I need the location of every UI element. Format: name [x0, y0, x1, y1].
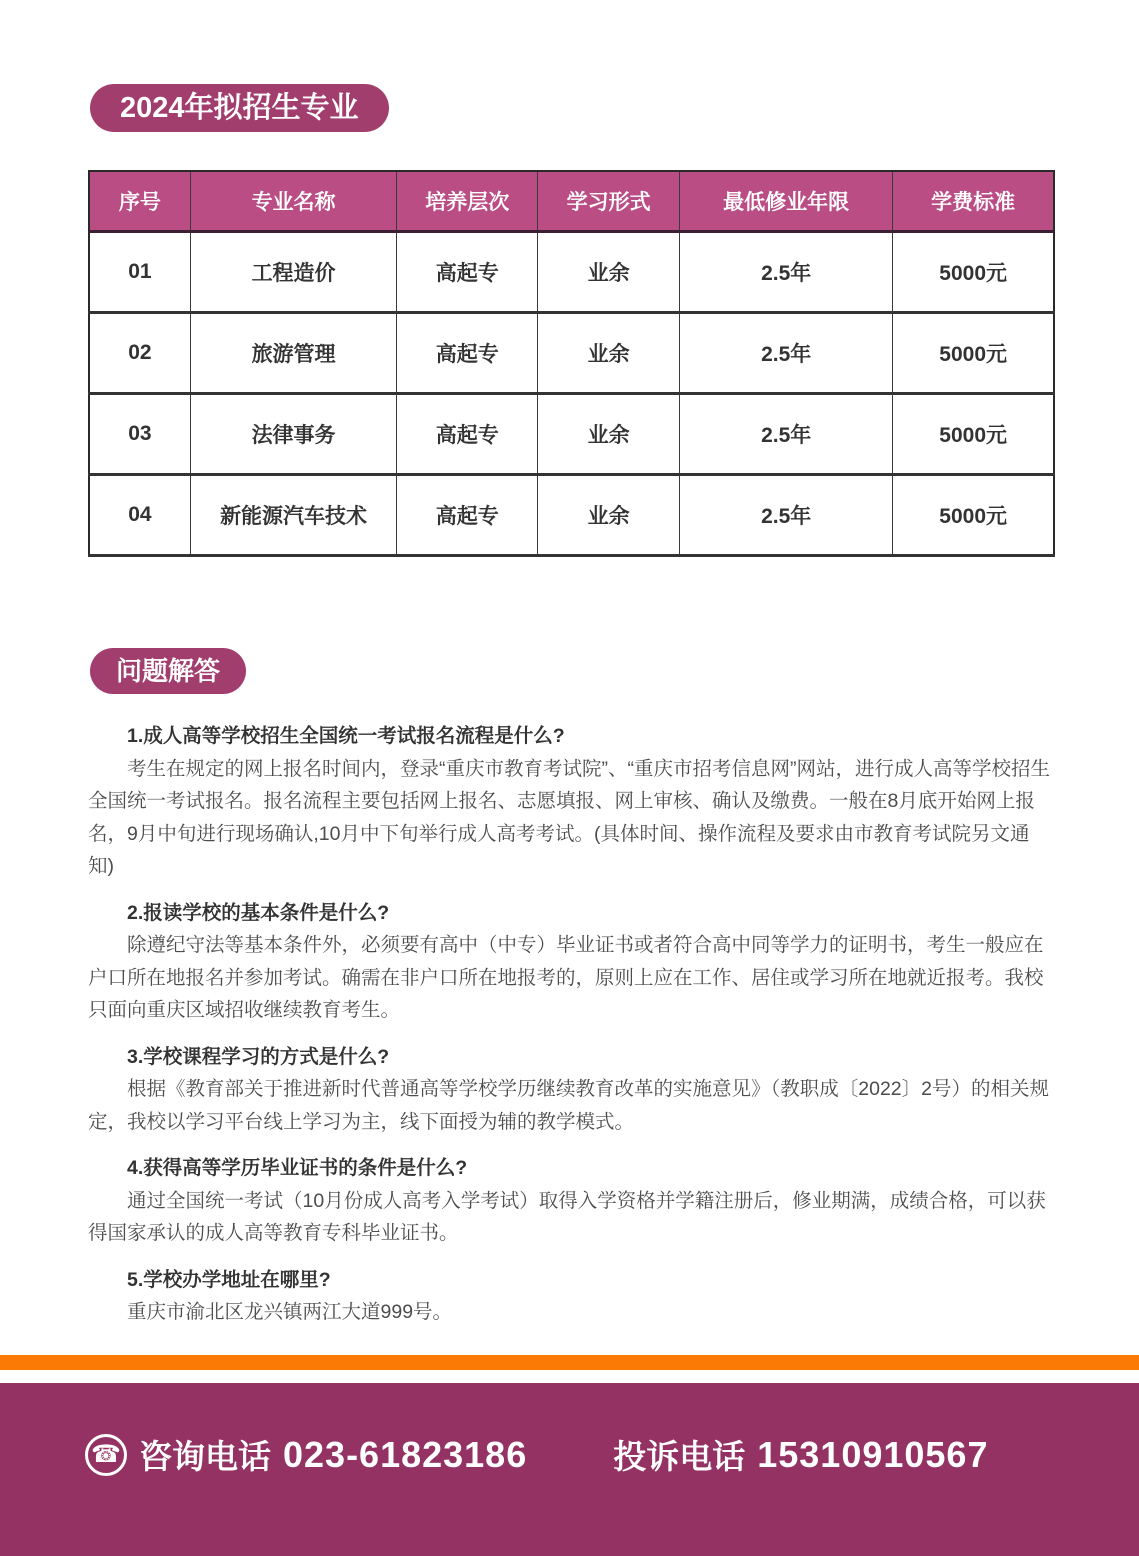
cell-yrs: 2.5年	[680, 474, 893, 555]
header-cell-name: 专业名称	[190, 171, 397, 231]
table-header-row	[89, 171, 1054, 231]
qa-item	[88, 1152, 1053, 1250]
qa-answer: 考生在规定的网上报名时间内，登录“重庆市教育考试院”、“重庆市招考信息网”网站，进行成人高等学校招生全国统一考试报名。报名流程主要包括网上报名、志愿填报、网上审核、确认及缴费。一般在8月底开始网上报名，9月中旬进行现场确认,10月中下旬举行成人高考考试。(具体时间、操作流程及要求由市教育考试院另文通知)	[88, 757, 1050, 877]
cell-name: 工程造价	[190, 231, 397, 312]
qa-answer: 重庆市渝北区龙兴镇两江大道999号。	[127, 1301, 453, 1323]
table-row	[89, 393, 1054, 474]
header-cell-no: 序号	[89, 171, 190, 231]
consult-phone-number: 023-61823186	[283, 1433, 528, 1475]
majors-section-title: 2024年拟招生专业	[90, 84, 389, 132]
cell-no: 02	[89, 312, 190, 393]
cell-yrs: 2.5年	[680, 393, 893, 474]
cell-form: 业余	[538, 312, 680, 393]
header-cell-form: 学习形式	[538, 171, 680, 231]
header-cell-lvl: 培养层次	[397, 171, 538, 231]
table-row	[89, 312, 1054, 393]
table-row	[89, 231, 1054, 312]
complaint-phone-label: 投诉电话	[613, 1438, 746, 1475]
cell-fee: 5000元	[893, 393, 1054, 474]
divider-stripe	[0, 1355, 1139, 1370]
cell-yrs: 2.5年	[680, 231, 893, 312]
cell-yrs: 2.5年	[680, 312, 893, 393]
header-cell-yrs: 最低修业年限	[680, 171, 893, 231]
qa-item	[88, 720, 1053, 883]
table-row	[89, 474, 1054, 555]
cell-fee: 5000元	[893, 474, 1054, 555]
cell-lvl: 高起专	[397, 393, 538, 474]
qa-question: 3.学校课程学习的方式是什么?	[127, 1045, 390, 1068]
qa-answer: 通过全国统一考试（10月份成人高考入学考试）取得入学资格并学籍注册后，修业期满，成绩合格，可以获得国家承认的成人高等教育专科毕业证书。	[88, 1189, 1046, 1244]
qa-item	[88, 1041, 1053, 1139]
qa-item	[88, 897, 1053, 1027]
qa-section-title: 问题解答	[90, 648, 246, 694]
cell-name: 旅游管理	[190, 312, 397, 393]
qa-answer: 除遵纪守法等基本条件外，必须要有高中（中专）毕业证书或者符合高中同等学力的证明书，考生一般应在户口所在地报名并参加考试。确需在非户口所在地报考的，原则上应在工作、居住或学习所在地就近报考。我校只面向重庆区域招收继续教育考生。	[88, 934, 1044, 1021]
cell-name: 新能源汽车技术	[190, 474, 397, 555]
cell-lvl: 高起专	[397, 474, 538, 555]
consult-phone-label: 咨询电话	[139, 1438, 271, 1475]
qa-question: 2.报读学校的基本条件是什么?	[127, 901, 390, 924]
qa-question: 1.成人高等学校招生全国统一考试报名流程是什么?	[127, 725, 565, 747]
qa-question: 4.获得高等学历毕业证书的条件是什么?	[127, 1157, 468, 1179]
cell-lvl: 高起专	[397, 231, 538, 312]
cell-form: 业余	[538, 474, 680, 555]
footer-contacts	[85, 1431, 988, 1478]
cell-fee: 5000元	[893, 312, 1054, 393]
cell-no: 01	[89, 231, 190, 312]
cell-lvl: 高起专	[397, 312, 538, 393]
telephone-icon: ☎	[85, 1434, 127, 1476]
complaint-phone-number: 15310910567	[757, 1433, 989, 1475]
cell-name: 法律事务	[190, 393, 397, 474]
admissions-table	[88, 170, 1055, 557]
cell-fee: 5000元	[893, 231, 1054, 312]
qa-item	[88, 1264, 1053, 1329]
qa-section	[88, 720, 1053, 1343]
qa-question: 5.学校办学地址在哪里?	[127, 1268, 331, 1291]
cell-form: 业余	[538, 393, 680, 474]
qa-answer: 根据《教育部关于推进新时代普通高等学校学历继续教育改革的实施意见》（教职成〔2022〕2号）的相关规定，我校以学习平台线上学习为主，线下面授为辅的教学模式。	[88, 1078, 1049, 1133]
footer-bar	[0, 1383, 1139, 1556]
cell-no: 03	[89, 393, 190, 474]
header-cell-fee: 学费标准	[893, 171, 1054, 231]
cell-no: 04	[89, 474, 190, 555]
cell-form: 业余	[538, 231, 680, 312]
